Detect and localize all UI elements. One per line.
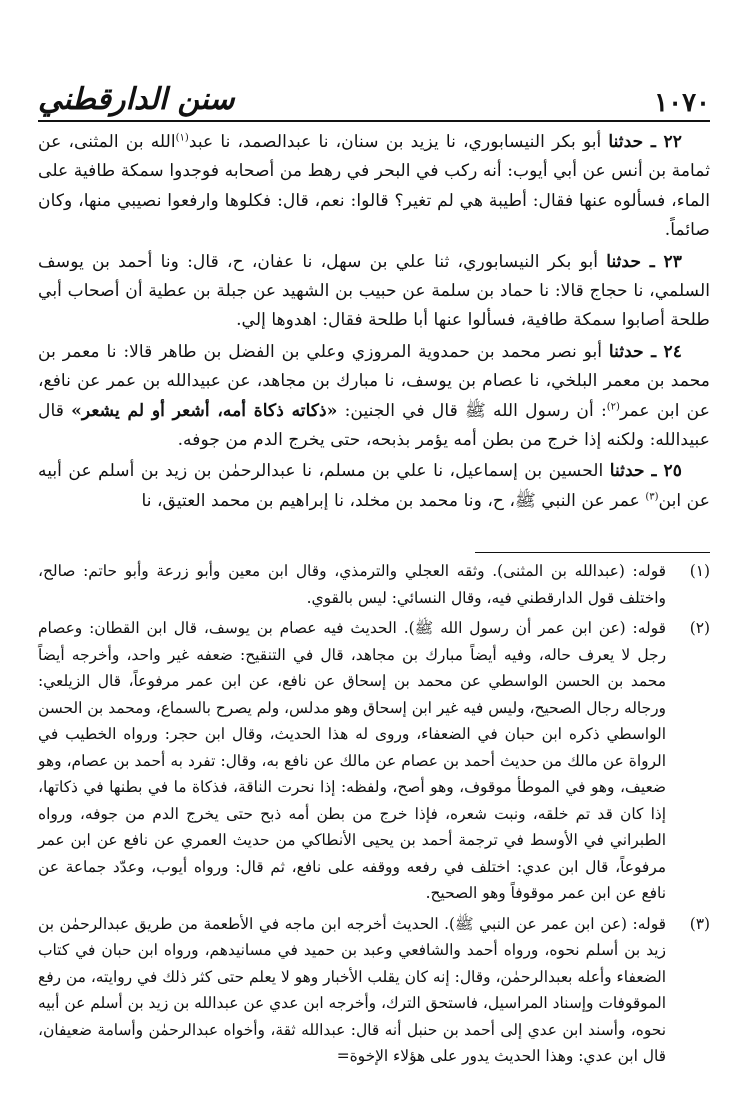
footnote-number: (١) — [689, 562, 710, 580]
hadith-number: ٢٣ — [663, 251, 682, 272]
footnote-ref[interactable]: (١) — [175, 132, 189, 144]
footnote-number: (٢) — [689, 619, 710, 637]
footnote-3 — [38, 911, 710, 1070]
hadith-22: ٢٢ ـ حدثنا أبو بكر النيسابوري، نا يزيد بن سنان، نا عبدالصمد، نا عبد$^{(١)}$الله بن المثنى، عن ثمامة بن أنس عن أبي أيوب: أنه ركب في البحر في رهط من أصحابه فوجدوا سمكة طافية على الماء، فسألوه عنها فقال: أطيبة هي لم تغير؟ قالوا: نعم، قال: فكلوها وارفعوا نصيبي منها، وكان صائماً. — [38, 132, 710, 241]
hadith-keyword: حدثنا — [609, 461, 645, 482]
hadith-23: ٢٣ ـ حدثنا أبو بكر النيسابوري، ثنا علي بن سهل، نا عفان، ح، قال: ونا أحمد بن يوسف السلمي، نا حجاج قالا: نا حماد بن سلمة عن حبيب بن الشهيد عن جبلة بن عطية أن أصحاب أبي طلحة أصابوا سمكة طافية، فسألوا عنها أبا طلحة فقال: اهدوها إلي. — [38, 251, 710, 331]
hadith-number: ٢٢ — [663, 132, 682, 152]
footnotes — [38, 558, 710, 1074]
hadith-text: أبو نصر محمد بن حمدوية المروزي وعلي بن الفضل بن طاهر قالا: نا معمر بن محمد بن معمر البلخي، نا عصام بن يوسف، نا مبارك بن مجاهد، عن عبيدالله بن عمر عن نافع، عن ابن عمر — [38, 341, 711, 421]
hadith-text: : أن رسول الله ﷺ قال في الجنين: — [337, 400, 607, 421]
hadith-number: ٢٥ — [663, 461, 682, 482]
footnote-ref[interactable]: (٢) — [606, 400, 620, 412]
hadith-text: قال عبيدالله: ولكنه إذا خرج من بطن أمه يؤمر بذبحه، حتى يخرج الدم من جوفه. — [38, 400, 710, 451]
hadith-keyword: حدثنا — [608, 132, 644, 152]
hadith-text: أبو بكر النيسابوري، نا يزيد بن سنان، نا عبدالصمد، نا عبد — [188, 132, 609, 152]
footnote-2 — [38, 615, 710, 907]
hadith-24: ٢٤ ـ حدثنا أبو نصر محمد بن حمدوية المروزي وعلي بن الفضل بن طاهر قالا: نا معمر بن محمد بن معمر البلخي، نا عصام بن يوسف، نا مبارك بن مجاهد، عن عبيدالله بن عمر عن نافع، عن ابن عمر$^{(٢)}$: أن رسول الله ﷺ قال في الجنين: «ذكاته ذكاة أمه، أشعر أو لم يشعر» قال عبيدالله: ولكنه إذا خرج من بطن أمه يؤمر بذبحه، حتى يخرج الدم من جوفه. — [38, 341, 711, 451]
hadith-text: الحسين بن إسماعيل، نا علي بن مسلم، نا عبدالرحمٰن بن زيد بن أسلم عن أبيه عن ابن — [38, 461, 710, 511]
footnote-text: قوله: (عبدالله بن المثنى). وثقه العجلي والترمذي، وقال ابن معين وأبو زرعة وأبو حاتم: صالح، واختلف قول الدارقطني فيه، وقال النسائي: ليس بالقوي. — [38, 562, 666, 607]
page-header — [38, 78, 710, 122]
hadith-keyword: حدثنا — [606, 251, 642, 272]
footnote-ref[interactable]: (٣) — [645, 491, 659, 503]
footnote-separator — [475, 552, 710, 553]
footnote-text: قوله: (عن ابن عمر عن النبي ﷺ). الحديث أخرجه ابن ماجه في الأطعمة من طريق عبدالرحمٰن بن زيد بن أسلم نحوه، ورواه أحمد والشافعي وعبد بن حميد في مسانيدهم، ورواه ابن حبان في كتاب الضعفاء وأعله بعبدالرحمٰن، وقال: إنه كان يقلب الأخبار وهو لا يعلم حتى كثر ذلك في روايته، من رفع الموقوفات وإسناد المراسيل، فاستحق الترك، وأخرجه ابن عدي عن عبدالله بن زيد بن أسلم عن أبيه نحوه، وأسند ابن عدي إلى أحمد بن حنبل أنه قال: عبدالله ثقة، وأخواه عبدالرحمٰن وأسامة ضعيفان، قال ابن عدي: وهذا الحديث يدور على هؤلاء الإخوة= — [38, 914, 666, 1065]
footnote-text: قوله: (عن ابن عمر أن رسول الله ﷺ). الحديث فيه عصام بن يوسف، قال ابن القطان: وعصام رجل لا يعرف حاله، وفيه أيضاً مبارك بن مجاهد، قال في التنقيح: ضعفه غير واحد، وأخرجه أيضاً محمد بن الحسن الواسطي عن محمد بن إسحاق عن نافع، عن ابن عمر مرفوعاً، قال الزيلعي: ورجاله رجال الصحيح، وليس فيه غير ابن إسحاق وهو مدلس، ولم يصرح بالسماع، ومحمد بن الحسن الواسطي ذكره ابن حبان في الضعفاء، وروى له هذا الحديث، وقال ابن حجر: ورواه الخطيب في الرواة عن مالك من حديث أحمد بن عصام عن مالك عن نافع به، وقال: تفرد به أحمد بن عصام، وهو ضعيف، وهو في الموطأ موقوف، وهو أصح، ولفظه: إذا نحرت الناقة، فذكاة ما في بطنها في ذكاتها، إذا كان قد تم خلقه، ونبت شعره، فإذا خرج من بطن أمه ذبح حتى يخرج الدم من جوفه، ورواه الطبراني في الأوسط في ترجمة أحمد بن يحيى الأنطاكي من حديث العمري عن نافع عن ابن عمر مرفوعاً، قال ابن عدي: اختلف في رفعه ووقفه على نافع، ثم قال: ورواه أيوب، وعدّد جماعة عن نافع عن ابن عمر موقوفاً وهو الصحيح. — [38, 619, 666, 902]
hadith-text: أبو بكر النيسابوري، ثنا علي بن سهل، نا عفان، ح، قال: ونا أحمد بن يوسف السلمي، نا حجاج قالا: نا حماد بن سلمة عن حبيب بن الشهيد عن جبلة بن عطية أن أصحاب أبي طلحة أصابوا سمكة طافية، فسألوا عنها أبا طلحة فقال: اهدوها إلي. — [38, 251, 710, 331]
footnote-1 — [38, 558, 710, 611]
hadith-keyword: حدثنا — [608, 341, 644, 362]
hadith-number: ٢٤ — [663, 341, 682, 362]
hadith-text: الله بن المثنى، عن ثمامة بن أنس عن أبي أيوب: أنه ركب في البحر في رهط من أصحابه فوجدوا سمكة طافية على الماء، فسألوه عنها فقال: أطيبة هي لم تغير؟ قالوا: نعم، قال: فكلوها وارفعوا نصيبي منها، وكان صائماً. — [38, 132, 710, 241]
book-title: سنن الدارقطني — [38, 82, 235, 117]
page-number: ١٠٧٠ — [654, 88, 710, 118]
hadith-text: عمر عن النبي ﷺ، ح، ونا محمد بن مخلد، نا إبراهيم بن محمد العتيق، نا — [141, 490, 646, 511]
header-rule — [38, 120, 710, 122]
main-text — [38, 128, 710, 518]
footnote-number: (٣) — [689, 914, 710, 933]
hadith-quote: «ذكاته ذكاة أمه، أشعر أو لم يشعر» — [71, 400, 338, 421]
hadith-25: ٢٥ ـ حدثنا الحسين بن إسماعيل، نا علي بن مسلم، نا عبدالرحمٰن بن زيد بن أسلم عن أبيه عن ابن$^{(٣)}$ عمر عن النبي ﷺ، ح، ونا محمد بن مخلد، نا إبراهيم بن محمد العتيق، نا — [38, 461, 710, 511]
